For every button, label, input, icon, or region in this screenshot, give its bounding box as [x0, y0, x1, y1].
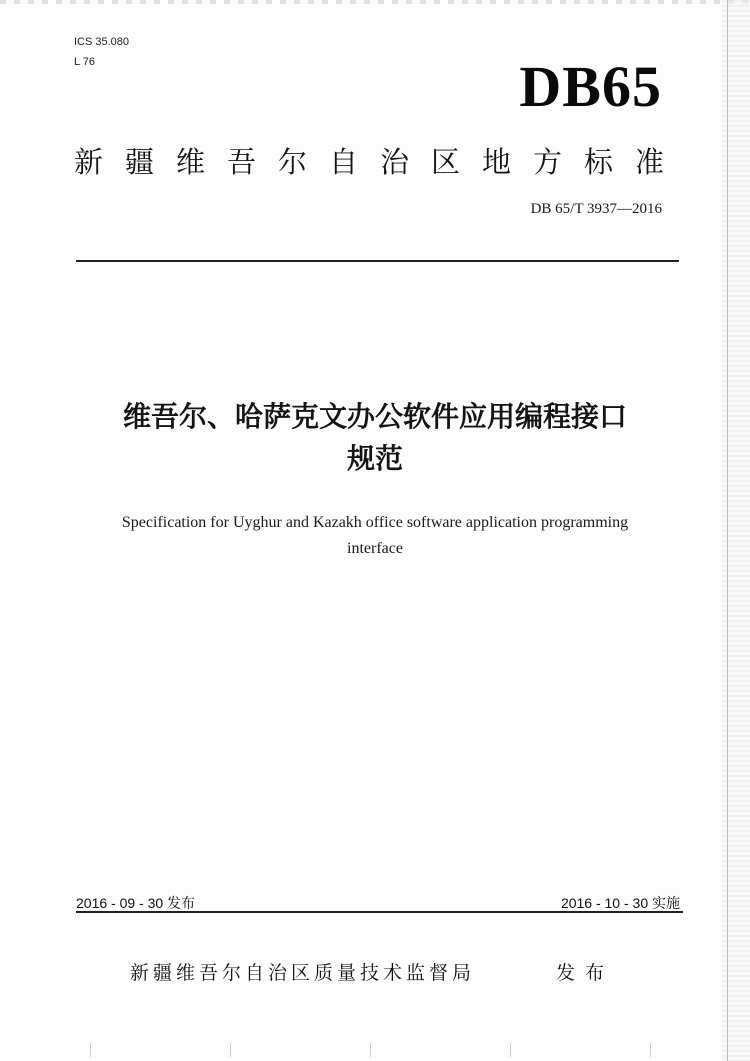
ccs-code: L 76 — [74, 56, 96, 68]
scan-edge-line — [727, 0, 728, 1061]
standard-type-title: 新疆维吾尔自治区地方标准 — [74, 145, 687, 179]
publish-date: 2016 - 09 - 30 发布 — [76, 895, 196, 911]
header-divider — [76, 260, 679, 262]
english-title — [0, 510, 750, 562]
scan-artifact-top — [0, 0, 750, 4]
issue-label: 发布 — [556, 962, 615, 984]
english-title-line2: interface — [347, 540, 403, 557]
english-title-line1: Specification for Uyghur and Kazakh office software application programming — [121, 514, 629, 531]
standard-number: DB 65/T 3937—2016 — [530, 201, 662, 217]
issuing-authority: 新疆维吾尔自治区质量技术监督局 — [130, 962, 476, 984]
chinese-title — [0, 396, 750, 480]
chinese-title-line1: 维吾尔、哈萨克文办公软件应用编程接口 — [122, 400, 627, 433]
db-logo: DB65 — [519, 54, 662, 119]
implement-date: 2016 - 10 - 30 实施 — [560, 895, 680, 911]
scan-artifact-bottom — [0, 1043, 720, 1057]
footer-divider — [76, 911, 683, 913]
ics-code: ICS 35.080 — [74, 36, 130, 48]
chinese-title-line2: 规范 — [346, 442, 403, 475]
